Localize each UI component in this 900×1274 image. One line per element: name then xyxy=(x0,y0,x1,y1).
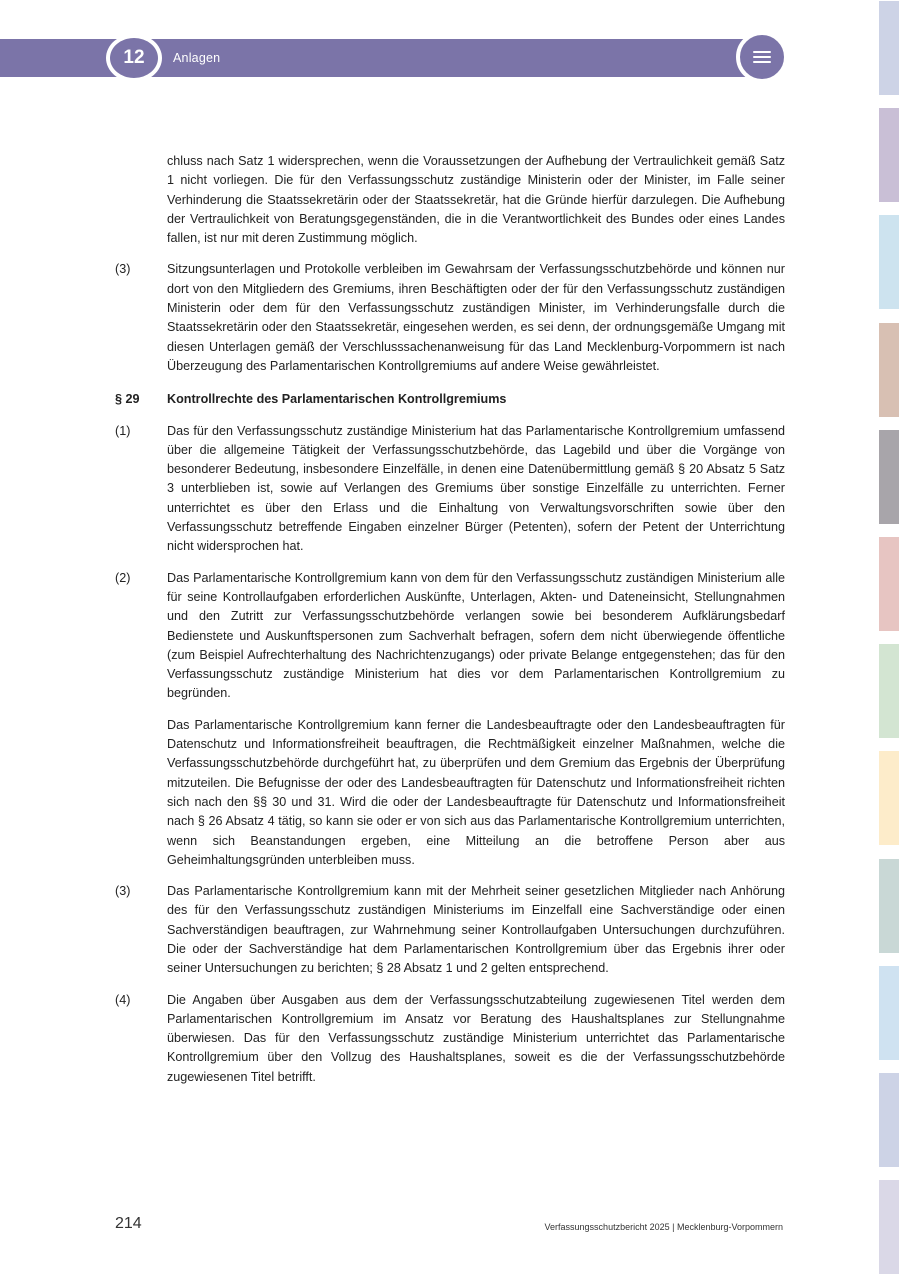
hamburger-menu-icon xyxy=(753,51,771,63)
paragraph-block xyxy=(115,569,785,704)
side-chapter-tab[interactable] xyxy=(879,1073,899,1167)
chapter-number-badge: 12 xyxy=(106,34,162,82)
section-title: Kontrollrechte des Parlamentarischen Kontrollgremiums xyxy=(167,392,507,407)
paragraph-number: (3) xyxy=(115,884,131,899)
paragraph-text: Das Parlamentarische Kontrollgremium kann ferner die Landesbeauftragte oder den Landesbeauftragten für Datenschutz und Informationsfreiheit beauftragen, die Rechtmäßigkeit einzelner Maßnahmen, welche die Verfassungsschutzbehörde durchgeführt hat, zu überprüfen und dem Gremium das Ergebnis der Überprüfung mitzuteilen. Die Befugnisse der oder des Landesbeauftragten für Datenschutz und Informationsfreiheit richten sich nach den §§ 30 und 31. Wird die oder der Landesbeauftragte für Datenschutz und Informationsfreiheit nach § 26 Absatz 4 tätig, so kann sie oder er von sich aus das Parlamentarische Kontrollgremium unterrichten, wenn sich Beanstandungen ergeben, eine Mitteilung an die betroffene Person aber aus Geheimhaltungsgründen unterbleiben muss. xyxy=(167,717,785,867)
paragraph-text: Die Angaben über Ausgaben aus dem der Verfassungsschutzabteilung zugewiesenen Titel werden dem Parlamentarischen Kontrollgremium im Ansatz vor Beratung des Haushaltsplanes zur Stellungnahme überwiesen. Das für den Verfassungsschutz zuständige Ministerium unterrichtet das Parlamentarische Kontrollgremium über den Vollzug des Haushaltsplanes, soweit es die der Verfassungsschutzbehörde zugewiesenen Titel betrifft. xyxy=(167,992,785,1084)
paragraph-block xyxy=(115,422,785,557)
paragraph-number: (4) xyxy=(115,992,131,1007)
side-chapter-tabs xyxy=(879,0,899,1272)
paragraph-text: Sitzungsunterlagen und Protokolle verbleiben im Gewahrsam der Verfassungsschutzbehörde und können nur dort von den Mitgliedern des Gremiums, ihren Beschäftigten oder der für den Verfassungsschutz zuständigen Ministerin oder dem für den Verfassungsschutz zuständigen Minister, im Verhinderungsfalle durch die Staatssekretärin oder den Staatssekretär, eingesehen werden, es sei denn, der ordnungsgemäße Umgang mit diesen Unterlagen gemäß der Verschlusssachenanweisung für das Land Mecklenburg-Vorpommern ist nach Überzeugung des Parlamentarischen Kontrollgremiums auf andere Weise gewährleistet. xyxy=(167,262,785,373)
paragraph-number: (1) xyxy=(115,423,131,438)
intro-paragraph-block xyxy=(115,152,785,248)
paragraph-number: (3) xyxy=(115,262,131,277)
paragraph-block xyxy=(115,716,785,870)
paragraph-text: Das für den Verfassungsschutz zuständige Ministerium hat das Parlamentarische Kontrollgremium umfassend über die allgemeine Tätigkeit der Verfassungsschutzbehörde, das Lagebild und über die Vorgänge von besonderer Bedeutung, insbesondere Einzelfälle, in denen eine Datenübermittlung gemäß § 20 Absatz 5 Satz 3 unterblieben ist, sowie auf Verlangen des Gremiums über sonstige Einzelfälle zu unterrichten. Ferner unterrichtet es über den Erlass und die Einhaltung von Verwaltungsvorschriften sowie über den Verfassungsschutz betreffende Eingaben einzelner Bürger (Petenten), sofern der Petent der Unterrichtung nicht widersprochen hat. xyxy=(167,423,785,554)
side-chapter-tab[interactable] xyxy=(879,215,899,309)
page-content xyxy=(115,152,785,1099)
paragraph-block xyxy=(115,991,785,1087)
paragraph-number xyxy=(115,716,167,870)
side-chapter-tab[interactable] xyxy=(879,859,899,953)
paragraph-block xyxy=(115,882,785,978)
side-chapter-tab[interactable] xyxy=(879,430,899,524)
side-chapter-tab[interactable] xyxy=(879,323,899,417)
paragraph-block xyxy=(115,260,785,376)
paragraph-number: (2) xyxy=(115,570,131,585)
side-chapter-tab[interactable] xyxy=(879,644,899,738)
side-chapter-tab[interactable] xyxy=(879,1,899,95)
intro-paragraph: chluss nach Satz 1 widersprechen, wenn die Voraussetzungen der Aufhebung der Vertraulichkeit gemäß Satz 1 nicht vorliegen. Die für den Verfassungsschutz zuständige Ministerin oder der Minister, im Falle seiner Verhinderung die Staatssekretärin oder der Staatssekretär, hat die Gründe hierfür darzulegen. Die Aufhebung der Vertraulichkeit von Beratungsgegenständen, die in die Verantwortlichkeit des Bundes oder eines Landes fallen, ist nur mit deren Zustimmung möglich. xyxy=(167,154,785,246)
side-chapter-tab[interactable] xyxy=(879,108,899,202)
paragraph-text: Das Parlamentarische Kontrollgremium kann von dem für den Verfassungsschutz zuständigen Ministerium alle für seine Kontrollaufgaben erforderlichen Auskünfte, Unterlagen, Akten- und Dateneinsicht, Stellungnahmen und den Zutritt zur Verfassungsschutzbehörde verlangen sowie bei besonderem Aufklärungsbedarf Bedienstete und Auskunftspersonen zum Sachverhalt befragen, sofern dem nicht überwiegende öffentliche (zum Beispiel Aufrechterhaltung des Nachrichtenzugangs) oder private Belange entgegenstehen; das für den Verfassungsschutz zuständige Ministerium hat dies vor dem Parlamentarischen Kontrollgremium zu begründen. xyxy=(167,570,785,701)
section-heading xyxy=(115,390,785,409)
side-chapter-tab[interactable] xyxy=(879,537,899,631)
side-chapter-tab[interactable] xyxy=(879,751,899,845)
page-number: 214 xyxy=(115,1215,142,1232)
section-number: § 29 xyxy=(115,392,140,407)
side-chapter-tab[interactable] xyxy=(879,1180,899,1274)
footer-publication: Verfassungsschutzbericht 2025 | Mecklenburg-Vorpommern xyxy=(544,1222,783,1232)
chapter-title: Anlagen xyxy=(173,51,221,65)
side-chapter-tab[interactable] xyxy=(879,966,899,1060)
paragraph-text: Das Parlamentarische Kontrollgremium kann mit der Mehrheit seiner gesetzlichen Mitglieder nach Anhörung des für den Verfassungsschutz zuständigen Ministeriums im Einzelfall eine Sachverständige oder einen Sachverständigen beauftragen, zur Wahrnehmung seiner Kontrollaufgaben Untersuchungen durchzuführen. Die oder der Sachverständige hat dem Parlamentarischen Kontrollgremium über das Ergebnis ihrer oder seiner Untersuchungen zu berichten; § 28 Absatz 1 und 2 gelten entsprechend. xyxy=(167,884,785,976)
menu-button[interactable] xyxy=(736,31,788,83)
